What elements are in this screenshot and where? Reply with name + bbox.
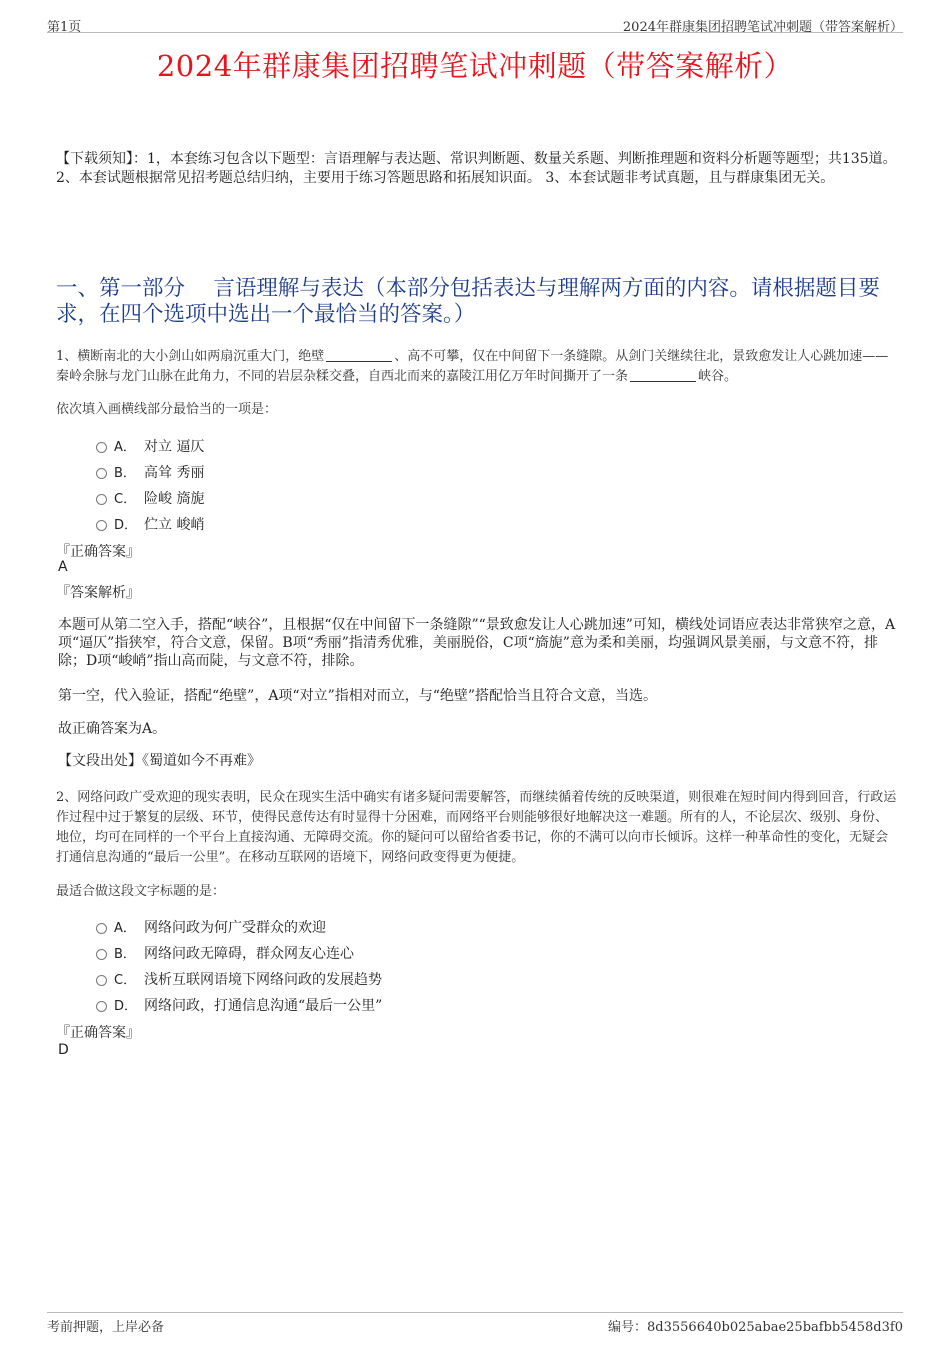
q2-answer-label: 『正确答案』	[56, 1025, 140, 1041]
footer-doc-id: 编号：8d3556640b025abae25bafbb5458d3f0	[608, 1320, 903, 1335]
q1-analysis-1: 本题可从第二空入手，搭配“峡谷”，且根据“仅在中间留下一条缝隙”“景致愈发让人心跳加速”可知，横线处词语应表达非常狭窄之意，A项“逼仄”指狭窄，符合文意，保留。B项“秀丽”指清秀优雅，美丽脱俗，C项“旖旎”意为柔和美丽，均强调风景美丽，与文意不符，排除；D项“峻峭”指山高而陡，与文意不符，排除。	[58, 617, 896, 669]
footer-slogan: 考前押题，上岸必备	[47, 1320, 165, 1335]
document-title: 2024年群康集团招聘笔试冲刺题（带答案解析）	[156, 49, 794, 83]
q2-option-c[interactable]: C． 浅析互联网语境下网络问政的发展趋势	[96, 969, 382, 989]
radio-icon[interactable]	[96, 494, 107, 505]
q2-answer: D	[58, 1042, 69, 1058]
header-doc-title: 2024年群康集团招聘笔试冲刺题（带答案解析）	[622, 20, 903, 35]
q1-answer: A	[58, 559, 68, 575]
q1-analysis-2: 第一空，代入验证，搭配“绝壁”，A项“对立”指相对而立，与“绝壁”搭配恰当且符合文意，当选。	[58, 688, 658, 704]
page-footer	[47, 1312, 903, 1333]
radio-icon[interactable]	[96, 949, 107, 960]
radio-icon[interactable]	[96, 468, 107, 479]
q1-source: 【文段出处】《蜀道如今不再难》	[58, 753, 261, 769]
page-number: 第1页	[47, 20, 82, 35]
radio-icon[interactable]	[96, 923, 107, 934]
q1-option-a[interactable]: A． 对立 逼仄	[96, 436, 204, 456]
question-1-prompt: 依次填入画横线部分最恰当的一项是：	[56, 402, 278, 417]
q1-analysis-3: 故正确答案为A。	[58, 721, 167, 737]
question-2-text: 2、网络问政广受欢迎的现实表明，民众在现实生活中确实有诸多疑问需要解答，而继续循着传统的反映渠道，则很难在短时间内得到回音，行政运作过程中过于繁复的层级、环节，使得民意传达有时显得十分困难，而网络平台则能够很好地解决这一难题。所有的人，不论层次、级别、身份、地位，均可在同样的一个平台上直接沟通、无障碍交流。你的疑问可以留给省委书记，你的不满可以向市长倾诉。这样一种革命性的变化，无疑会打通信息沟通的“最后一公里”。在移动互联网的语境下，网络问政变得更为便捷。	[56, 790, 897, 865]
blank-1	[326, 348, 392, 362]
q2-option-b[interactable]: B． 网络问政无障碍，群众网友心连心	[96, 943, 354, 963]
section-heading: 一、第一部分 言语理解与表达（本部分包括表达与理解两方面的内容。请根据题目要求，在四个选项中选出一个最恰当的答案。）	[56, 276, 880, 327]
question-2-prompt: 最适合做这段文字标题的是：	[56, 884, 226, 899]
blank-2	[630, 368, 696, 382]
radio-icon[interactable]	[96, 520, 107, 531]
q1-answer-label: 『正确答案』	[56, 544, 140, 560]
q1-analysis-label: 『答案解析』	[56, 585, 140, 601]
q1-option-c[interactable]: C． 险峻 旖旎	[96, 488, 204, 508]
q2-option-d[interactable]: D． 网络问政，打通信息沟通“最后一公里”	[96, 995, 382, 1015]
radio-icon[interactable]	[96, 442, 107, 453]
page-header	[47, 14, 903, 33]
q2-option-a[interactable]: A． 网络问政为何广受群众的欢迎	[96, 917, 326, 937]
q1-option-b[interactable]: B． 高耸 秀丽	[96, 462, 204, 482]
download-notice: 【下载须知】：1，本套练习包含以下题型：言语理解与表达题、常识判断题、数量关系题、判断推理题和资料分析题等题型；共135道。 2、本套试题根据常见招考题总结归纳，主要用于练习答题思路和拓展知识面。 3、本套试题非考试真题，且与群康集团无关。	[56, 151, 897, 186]
radio-icon[interactable]	[96, 1001, 107, 1012]
question-1-text: 1、横断南北的大小剑山如两扇沉重大门，绝壁 、高不可攀，仅在中间留下一条缝隙。从剑门关继续往北，景致愈发让人心跳加速——秦岭余脉与龙门山脉在此角力，不同的岩层杂糅交叠，自西北而来的嘉陵江用亿万年时间撕开了一条 峡谷。	[56, 349, 889, 384]
q1-option-d[interactable]: D． 伫立 峻峭	[96, 514, 204, 534]
radio-icon[interactable]	[96, 975, 107, 986]
